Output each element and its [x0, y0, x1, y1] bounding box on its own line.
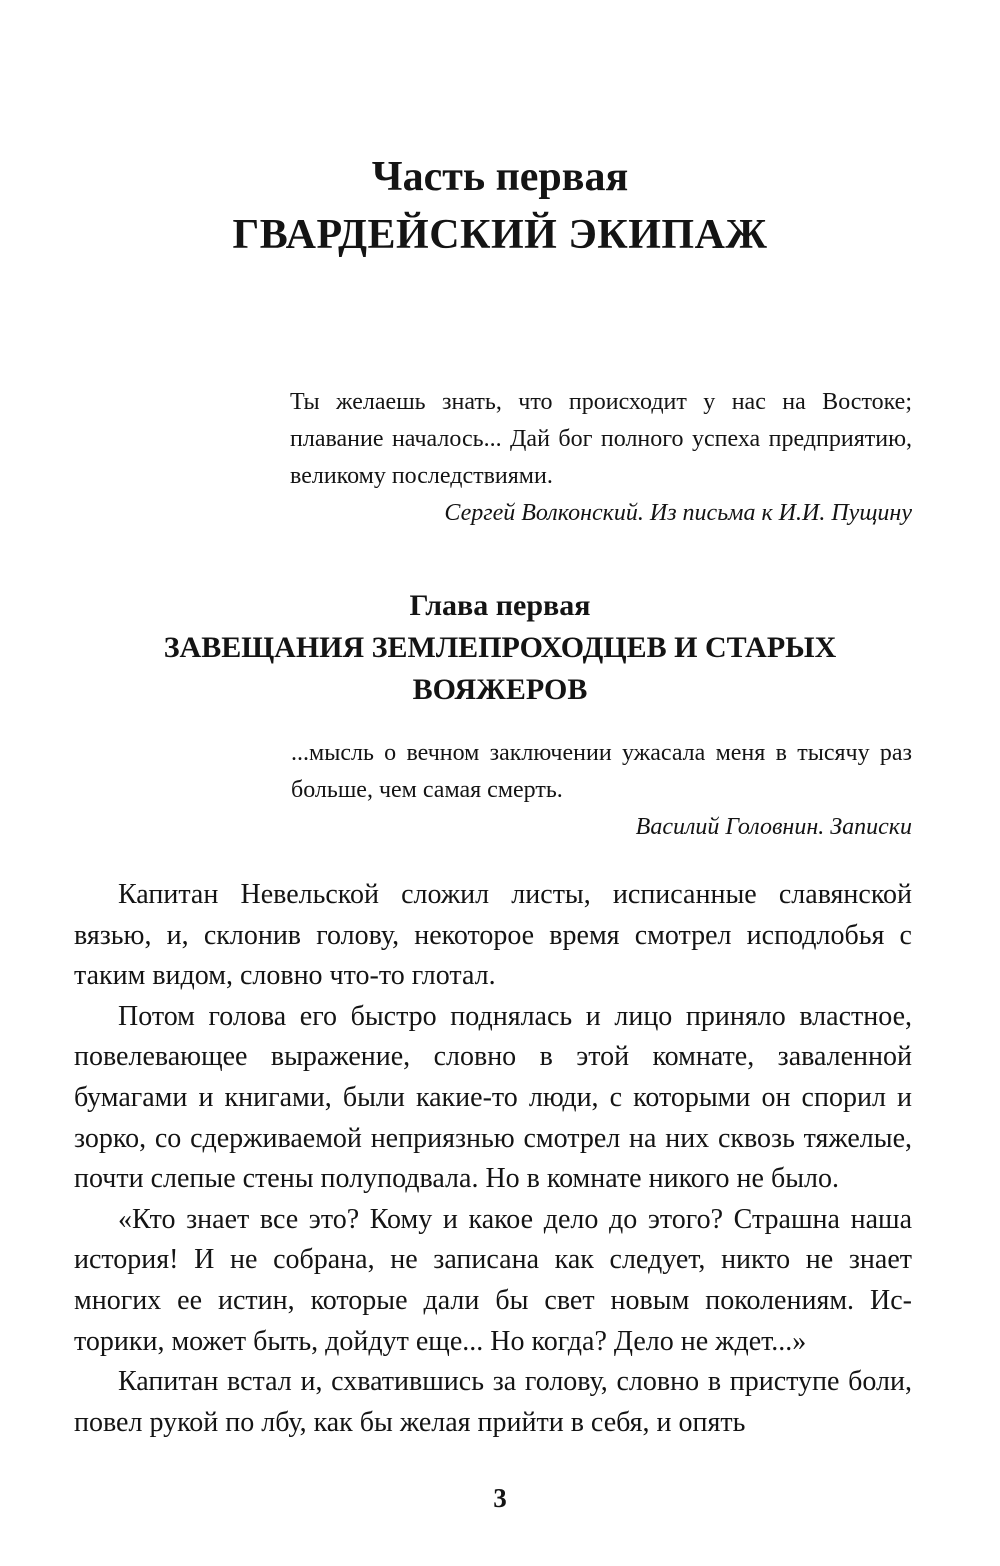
part-epigraph-text: Ты желаешь знать, что происходит у нас на Востоке; плавание началось... Дай бог полного успеха предприятию, великому последствиями.: [290, 389, 912, 489]
part-label: Часть первая: [371, 154, 629, 200]
page-number: 3: [493, 1483, 507, 1513]
part-title: ГВАРДЕЙСКИЙ ЭКИПАЖ: [232, 212, 768, 258]
part-epigraph: [290, 384, 912, 532]
paragraph: Капитан встал и, схватившись за голову, словно в приступе боли, повел рукой по лбу, как бы желая прийти в себя, и опять: [74, 1366, 912, 1438]
part-epigraph-author: Сергей Волконский. Из письма к И.И. Пущину: [444, 500, 912, 526]
chapter-epigraph: [291, 735, 912, 846]
chapter-title: ЗАВЕЩАНИЯ ЗЕМЛЕПРОХОДЦЕВ И СТАРЫХ ВОЯЖЕРОВ: [163, 631, 837, 706]
chapter-heading: [0, 585, 1000, 711]
chapter-epigraph-author: Василий Головнин. Записки: [635, 814, 912, 840]
body-text: [74, 875, 912, 1443]
paragraph: Потом голова его быстро поднялась и лицо приняло властное, повелевающее выражение, словно в этой комнате, заваленной бумагами и книгами, были какие-то люди, с которыми он спорил и зорко, со сдерживаемой неприязнью смотрел на них сквозь тяжелые, почти слепые стены полуподвала. Но в комнате никого не было.: [74, 1000, 912, 1195]
paragraph: «Кто знает все это? Кому и какое дело до этого? Страшна наша история! И не собрана, не записана как следует, никто не знает многих ее истин, которые дали бы свет новым поколениям. Историки, может быть, дойдут еще... Но когда? Дело не ждет...»: [74, 1203, 912, 1357]
chapter-label: Глава первая: [409, 589, 591, 622]
chapter-epigraph-text: ...мысль о вечном заключении ужасала меня в тысячу раз больше, чем самая смерть.: [291, 740, 912, 803]
part-heading: [0, 148, 1000, 264]
paragraph: Капитан Невельской сложил листы, исписанные славянской вязью, и, склонив голову, некоторое время смотрел исподлобья с таким видом, словно что-то глотал.: [74, 879, 912, 992]
